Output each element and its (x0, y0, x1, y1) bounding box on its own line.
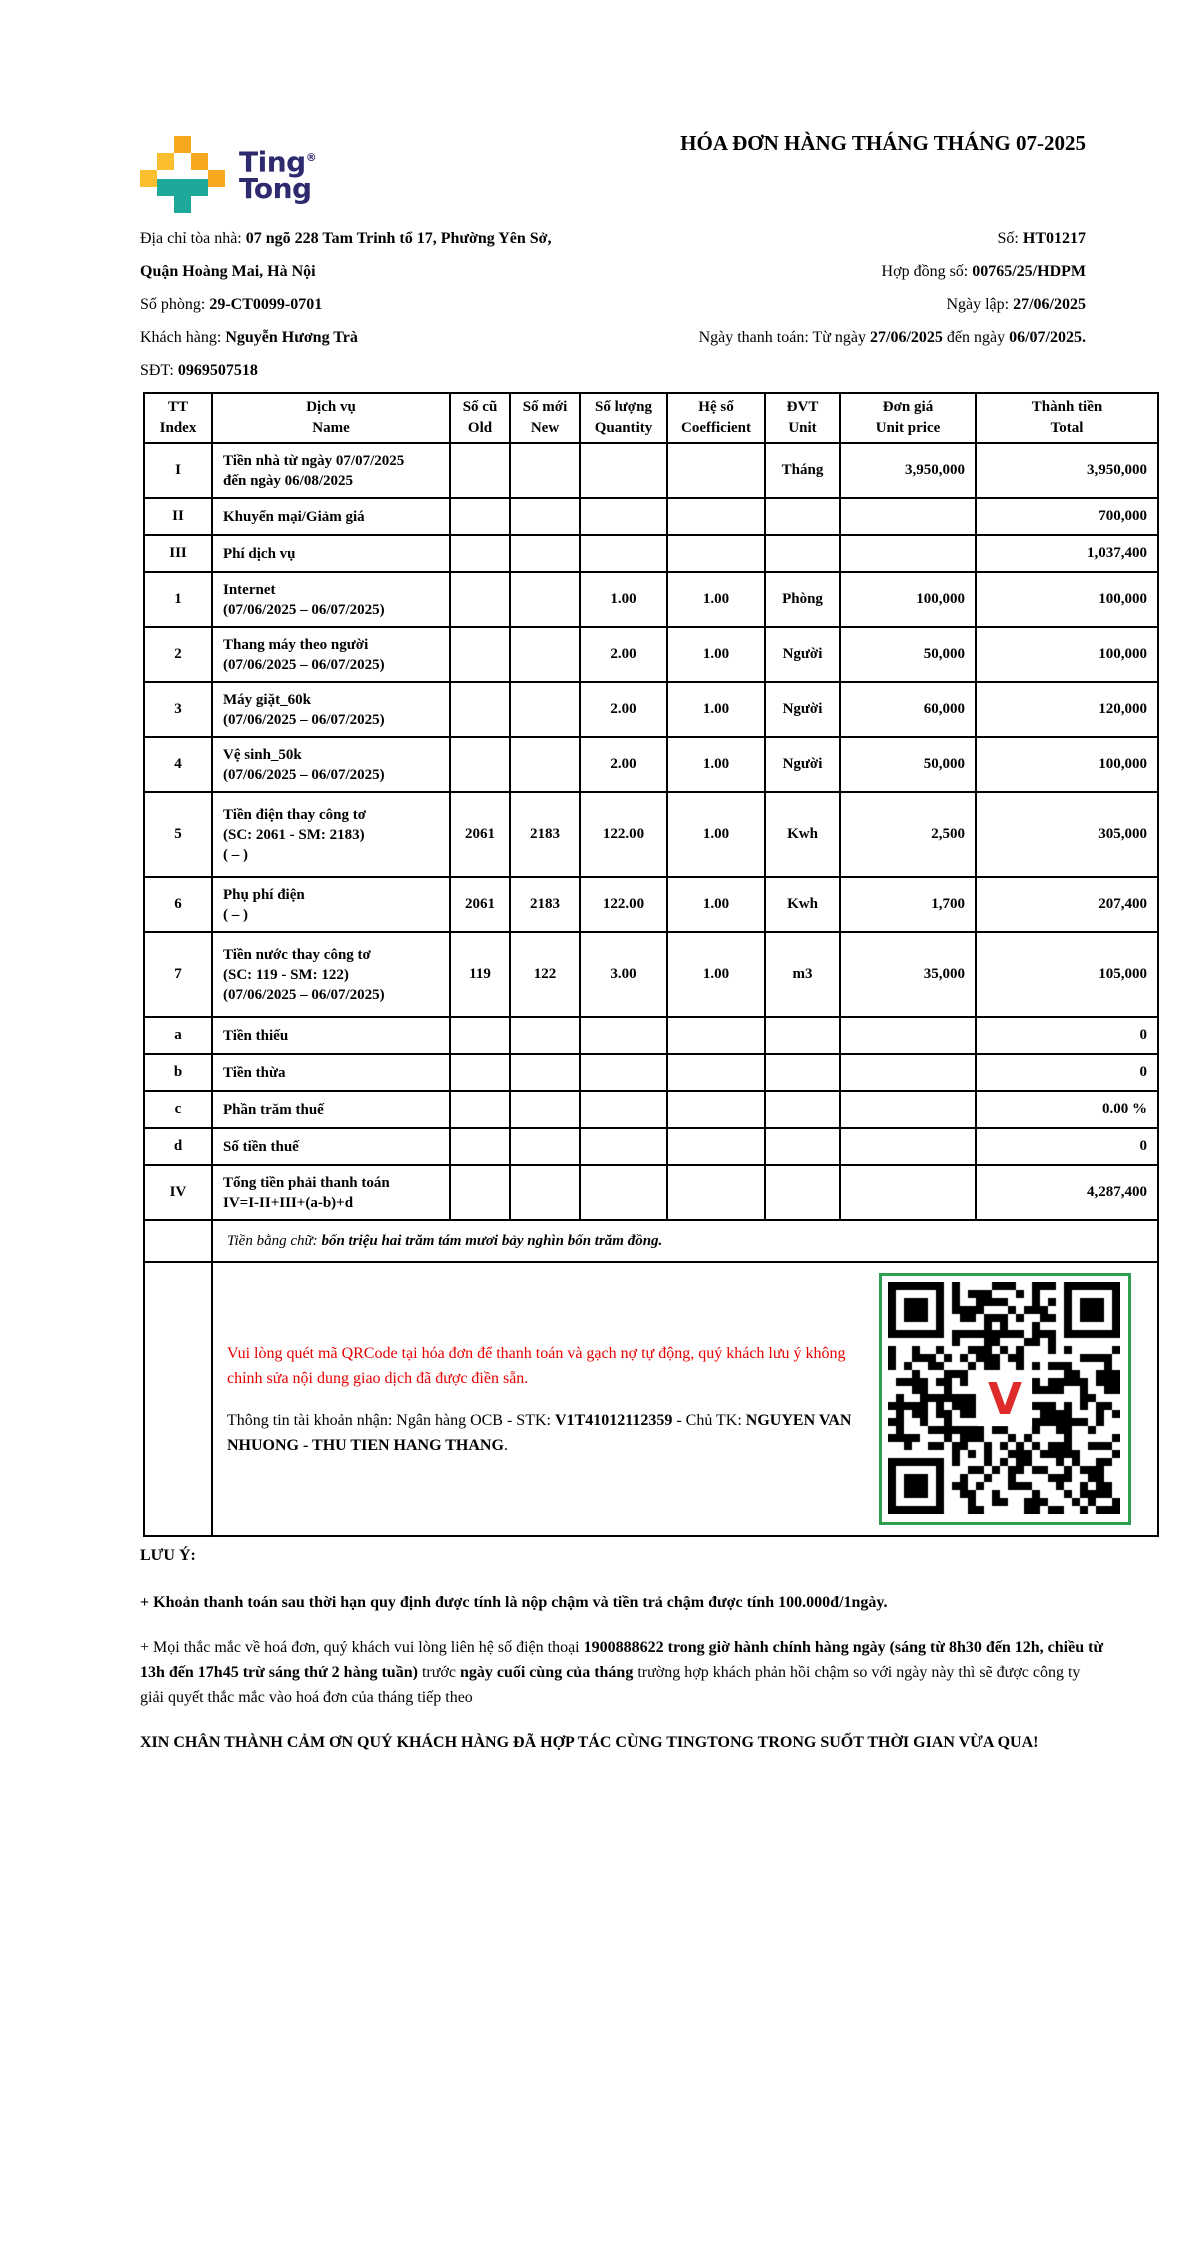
text-segment: Số: (997, 230, 1023, 247)
text-segment: Ngày lập: (946, 296, 1014, 313)
cell-quantity: 122.00 (580, 877, 667, 932)
column-header-vi: Thành tiền (1031, 399, 1103, 415)
table-row (144, 682, 1158, 737)
cell-unit-price (840, 1128, 976, 1165)
text-segment: Hợp đồng số: (881, 263, 973, 280)
cell-old (450, 627, 510, 682)
cell-name: Internet (07/06/2025 – 06/07/2025) (212, 572, 450, 627)
tingtong-logo (140, 136, 316, 216)
cell-coefficient (667, 443, 765, 498)
column-header-en: Quantity (594, 420, 653, 436)
table-row (144, 443, 1158, 498)
cell-name: Phụ phí điện ( – ) (212, 877, 450, 932)
cell-name: Số tiền thuế (212, 1128, 450, 1165)
column-header (580, 393, 667, 443)
cell-old (450, 535, 510, 572)
cell-unit (765, 1054, 840, 1091)
cell-old (450, 682, 510, 737)
cell-old: 2061 (450, 792, 510, 877)
text-segment: trước (417, 1664, 460, 1681)
cell-quantity: 3.00 (580, 932, 667, 1017)
column-header-en: Unit price (875, 420, 941, 436)
cell-index: IV (144, 1165, 212, 1220)
column-header-en: Total (1050, 420, 1084, 436)
cell-unit-price (840, 1165, 976, 1220)
table-row (144, 792, 1158, 877)
cell-index: 3 (144, 682, 212, 737)
cell-old (450, 572, 510, 627)
cell-unit-price: 100,000 (840, 572, 976, 627)
cell-index: 4 (144, 737, 212, 792)
text-segment: 07 ngõ 228 Tam Trinh tổ 17, Phường Yên Sở, (245, 230, 552, 247)
cell-total: 700,000 (976, 498, 1158, 535)
cell-unit (765, 1165, 840, 1220)
table-row (144, 1017, 1158, 1054)
cell-unit-price: 2,500 (840, 792, 976, 877)
cell-name: Phần trăm thuế (212, 1091, 450, 1128)
info-line (466, 222, 1086, 255)
cell-name: Tiền thừa (212, 1054, 450, 1091)
cell-coefficient (667, 1128, 765, 1165)
invoice-title: HÓA ĐƠN HÀNG THÁNG THÁNG 07-2025 (680, 131, 1086, 155)
cell-old (450, 1054, 510, 1091)
cell-total: 1,037,400 (976, 535, 1158, 572)
cell-index: II (144, 498, 212, 535)
cell-quantity: 2.00 (580, 627, 667, 682)
table-row (144, 1091, 1158, 1128)
column-header (840, 393, 976, 443)
cell-old: 2061 (450, 877, 510, 932)
cell-old (450, 1017, 510, 1054)
text-segment: 00765/25/HDPM (972, 263, 1086, 280)
cell-quantity (580, 1091, 667, 1128)
cell-coefficient (667, 535, 765, 572)
cell-index: c (144, 1091, 212, 1128)
cell-total: 0 (976, 1017, 1158, 1054)
cell-name: Máy giặt_60k (07/06/2025 – 06/07/2025) (212, 682, 450, 737)
column-header-en: New (530, 420, 560, 436)
info-line (140, 354, 700, 387)
text-segment: Khách hàng: (140, 329, 226, 346)
column-header-en: Index (159, 420, 197, 436)
cell-total: 4,287,400 (976, 1165, 1158, 1220)
text-segment: Ngày thanh toán: Từ ngày (698, 329, 871, 346)
info-line (466, 288, 1086, 321)
cell-unit (765, 1128, 840, 1165)
cell-total: 100,000 (976, 627, 1158, 682)
note-item (140, 1590, 1108, 1615)
cell-quantity: 2.00 (580, 737, 667, 792)
column-header (450, 393, 510, 443)
logo-pixel (174, 136, 191, 153)
registered-mark-icon: ® (305, 151, 317, 164)
cell-quantity: 2.00 (580, 682, 667, 737)
column-header-en: Old (467, 420, 493, 436)
logo-pixel (157, 179, 208, 196)
table-row (144, 1165, 1158, 1220)
cell-unit-price (840, 1091, 976, 1128)
text-segment: V1T41012112359 (554, 1411, 673, 1429)
cell-name: Phí dịch vụ (212, 535, 450, 572)
text-segment: . (503, 1436, 508, 1454)
cell-index: 7 (144, 932, 212, 1017)
cell-quantity (580, 1054, 667, 1091)
cell-new (510, 1091, 580, 1128)
cell-old (450, 1091, 510, 1128)
cell-new (510, 1128, 580, 1165)
column-header (667, 393, 765, 443)
qr-payment-warning-text: Vui lòng quét mã QRCode tại hóa đơn để thanh toán và gạch nợ tự động, quý khách lưu ý không chỉnh sửa nội dung giao dịch đã được điền sẵn. (227, 1344, 846, 1387)
column-header (144, 393, 212, 443)
cell-coefficient: 1.00 (667, 877, 765, 932)
column-header-en: Name (312, 420, 350, 436)
cell-unit-price: 3,950,000 (840, 443, 976, 498)
cell-old (450, 737, 510, 792)
text-segment: Tiền bằng chữ: (227, 1232, 322, 1249)
text-segment: Số phòng: (140, 296, 210, 313)
note-item (140, 1635, 1108, 1710)
cell-total: 120,000 (976, 682, 1158, 737)
text-segment: - Chủ TK: (672, 1411, 746, 1429)
cell-old: 119 (450, 932, 510, 1017)
cell-unit-price: 50,000 (840, 737, 976, 792)
payment-info-cell (212, 1262, 1158, 1536)
text-segment: + Khoản thanh toán sau thời hạn quy định được tính là nộp chậm và tiền trả chậm được tính 100.000đ/1ngày. (140, 1594, 888, 1611)
table-row (144, 877, 1158, 932)
cell-index: d (144, 1128, 212, 1165)
cell-unit: Phòng (765, 572, 840, 627)
cell-index: 1 (144, 572, 212, 627)
cell-unit (765, 535, 840, 572)
text-segment: bốn triệu hai trăm tám mươi bảy nghìn bốn trăm đồng. (321, 1232, 663, 1249)
cell-index: a (144, 1017, 212, 1054)
cell-unit-price: 50,000 (840, 627, 976, 682)
cell-unit-price: 60,000 (840, 682, 976, 737)
cell-coefficient: 1.00 (667, 792, 765, 877)
cell-coefficient (667, 1165, 765, 1220)
cell-quantity: 122.00 (580, 792, 667, 877)
cell-old (450, 443, 510, 498)
logo-word-tong: Tong (239, 172, 312, 206)
cell-quantity (580, 443, 667, 498)
cell-unit: Người (765, 682, 840, 737)
column-header-vi: Dịch vụ (306, 399, 356, 415)
cell-unit-price: 35,000 (840, 932, 976, 1017)
qr-center-v-logo-icon: V (978, 1372, 1032, 1426)
column-header-vi: TT (167, 399, 188, 415)
logo-pixel (174, 196, 191, 213)
cell-new (510, 443, 580, 498)
tingtong-logo-text (239, 144, 317, 206)
cell-unit: Người (765, 737, 840, 792)
cell-coefficient (667, 1054, 765, 1091)
cell-unit-price: 1,700 (840, 877, 976, 932)
cell-total: 3,950,000 (976, 443, 1158, 498)
cell-total: 0.00 % (976, 1091, 1158, 1128)
cell-coefficient (667, 1091, 765, 1128)
header-row (144, 393, 1158, 443)
cell-new (510, 535, 580, 572)
text-segment: HT01217 (1022, 230, 1086, 247)
info-line (466, 255, 1086, 288)
column-header-vi: Hệ số (698, 399, 734, 415)
cell-coefficient: 1.00 (667, 572, 765, 627)
cell-unit: Người (765, 627, 840, 682)
cell-name: Tiền thiếu (212, 1017, 450, 1054)
cell-new (510, 1054, 580, 1091)
cell-total: 100,000 (976, 737, 1158, 792)
cell-new (510, 498, 580, 535)
notes-list (140, 1590, 1108, 1755)
payment-qr-row (144, 1262, 1158, 1536)
column-header-en: Unit (788, 420, 817, 436)
cell-name: Tiền nước thay công tơ (SC: 119 - SM: 122) (07/06/2025 – 06/07/2025) (212, 932, 450, 1017)
cell-coefficient (667, 1017, 765, 1054)
cell-unit: Kwh (765, 792, 840, 877)
text-segment: 27/06/2025 (1013, 296, 1086, 313)
cell-unit-price (840, 535, 976, 572)
cell-new: 2183 (510, 792, 580, 877)
cell-index: III (144, 535, 212, 572)
cell-index: 6 (144, 877, 212, 932)
amount-in-words-cell (212, 1220, 1158, 1262)
cell-total: 105,000 (976, 932, 1158, 1017)
column-header-vi: Đơn giá (882, 399, 934, 415)
table-row (144, 627, 1158, 682)
cell-total: 207,400 (976, 877, 1158, 932)
logo-pixel (191, 153, 208, 170)
column-header-en: Coefficient (681, 420, 751, 436)
invoice-table-body (144, 443, 1158, 1220)
text-segment: đến ngày (942, 329, 1010, 346)
cell-index: I (144, 443, 212, 498)
cell-name: Tiền điện thay công tơ (SC: 2061 - SM: 2183) ( – ) (212, 792, 450, 877)
table-row (144, 572, 1158, 627)
cell-quantity (580, 535, 667, 572)
text-segment: Địa chỉ tòa nhà: (140, 230, 246, 247)
text-segment: 0969507518 (177, 362, 258, 379)
cell-total: 0 (976, 1128, 1158, 1165)
text-segment: trường hợp khách phản hồi chậm so với ngày này thì sẽ được công ty giải quyết thắc mắc vào hoá đơn của tháng tiếp theo (140, 1664, 1081, 1706)
amount-in-words-row (144, 1220, 1158, 1262)
cell-name: Tiền nhà từ ngày 07/07/2025 đến ngày 06/08/2025 (212, 443, 450, 498)
text-segment: 27/06/2025 (870, 329, 943, 346)
text-segment: SĐT: (140, 362, 178, 379)
cell-new (510, 1017, 580, 1054)
cell-quantity (580, 1017, 667, 1054)
text-segment: Thông tin tài khoản nhận: Ngân hàng OCB - STK: (227, 1411, 555, 1429)
cell-new: 2183 (510, 877, 580, 932)
cell-coefficient: 1.00 (667, 932, 765, 1017)
cell-coefficient: 1.00 (667, 627, 765, 682)
cell-unit-price (840, 1054, 976, 1091)
cell-new (510, 572, 580, 627)
cell-unit: Kwh (765, 877, 840, 932)
column-header-vi: Số lượng (595, 399, 652, 415)
invoice-table-header (144, 393, 1158, 443)
cell-quantity (580, 498, 667, 535)
table-row (144, 535, 1158, 572)
invoice-table (143, 392, 1159, 1537)
cell-name: Vệ sinh_50k (07/06/2025 – 06/07/2025) (212, 737, 450, 792)
cell-unit (765, 1091, 840, 1128)
cell-old (450, 498, 510, 535)
notes-heading: LƯU Ý: (140, 1547, 196, 1564)
cell-new (510, 682, 580, 737)
invoice-meta-block (466, 222, 1086, 354)
text-segment: 1900888622 trong giờ hành chính hàng ngày (sáng từ 8h30 đến 12h, chiều từ 13h đến 17h45 trừ sáng thứ 2 hàng tuần) (140, 1639, 1104, 1681)
column-header (765, 393, 840, 443)
cell-index: 5 (144, 792, 212, 877)
logo-pixel (208, 170, 225, 187)
cell-total: 0 (976, 1054, 1158, 1091)
cell-new (510, 627, 580, 682)
cell-coefficient: 1.00 (667, 682, 765, 737)
table-row (144, 1054, 1158, 1091)
cell-unit (765, 1017, 840, 1054)
cell-unit: m3 (765, 932, 840, 1017)
cell-quantity: 1.00 (580, 572, 667, 627)
cell-name: Thang máy theo người (07/06/2025 – 06/07/2025) (212, 627, 450, 682)
cell-quantity (580, 1128, 667, 1165)
cell-old (450, 1128, 510, 1165)
cell-unit (765, 498, 840, 535)
bank-account-text (227, 1408, 867, 1458)
cell-index: b (144, 1054, 212, 1091)
note-item (140, 1730, 1108, 1755)
logo-pixel (140, 170, 157, 187)
column-header (510, 393, 580, 443)
cell-new (510, 1165, 580, 1220)
payment-notes (227, 1341, 867, 1458)
cell-new: 122 (510, 932, 580, 1017)
logo-word-ting: Ting (239, 145, 306, 179)
tingtong-logo-icon (140, 136, 225, 216)
table-row (144, 1128, 1158, 1165)
cell-unit: Tháng (765, 443, 840, 498)
empty-index-cell (144, 1262, 212, 1536)
text-segment: Nguyễn Hương Trà (225, 329, 358, 346)
cell-unit-price (840, 1017, 976, 1054)
logo-pixel (157, 153, 174, 170)
cell-unit-price (840, 498, 976, 535)
column-header (212, 393, 450, 443)
column-header-vi: Số mới (522, 399, 568, 415)
cell-coefficient (667, 498, 765, 535)
text-segment: 06/07/2025. (1009, 329, 1086, 346)
table-row (144, 737, 1158, 792)
text-segment: + Mọi thắc mắc về hoá đơn, quý khách vui lòng liên hệ số điện thoại (140, 1639, 584, 1656)
text-segment: XIN CHÂN THÀNH CẢM ƠN QUÝ KHÁCH HÀNG ĐÃ HỢP TÁC CÙNG TINGTONG TRONG SUỐT THỜI GIAN VỪA QUA! (140, 1734, 1039, 1751)
column-header-vi: Số cũ (462, 399, 498, 415)
payment-qr-code (879, 1273, 1131, 1525)
column-header-vi: ĐVT (786, 399, 819, 415)
table-row (144, 498, 1158, 535)
cell-name: Tổng tiền phải thanh toán IV=I-II+III+(a-b)+d (212, 1165, 450, 1220)
cell-old (450, 1165, 510, 1220)
empty-index-cell (144, 1220, 212, 1262)
text-segment: ngày cuối cùng của tháng (459, 1664, 634, 1681)
text-segment: NGUYEN VAN NHUONG - THU TIEN HANG THANG (227, 1411, 852, 1454)
cell-name: Khuyến mại/Giảm giá (212, 498, 450, 535)
info-line (466, 321, 1086, 354)
cell-total: 100,000 (976, 572, 1158, 627)
cell-index: 2 (144, 627, 212, 682)
text-segment: 29-CT0099-0701 (209, 296, 323, 313)
text-segment: Quận Hoàng Mai, Hà Nội (140, 263, 316, 280)
cell-new (510, 737, 580, 792)
cell-quantity (580, 1165, 667, 1220)
table-row (144, 932, 1158, 1017)
cell-total: 305,000 (976, 792, 1158, 877)
column-header (976, 393, 1158, 443)
footer-notes (140, 1543, 1108, 1775)
cell-coefficient: 1.00 (667, 737, 765, 792)
